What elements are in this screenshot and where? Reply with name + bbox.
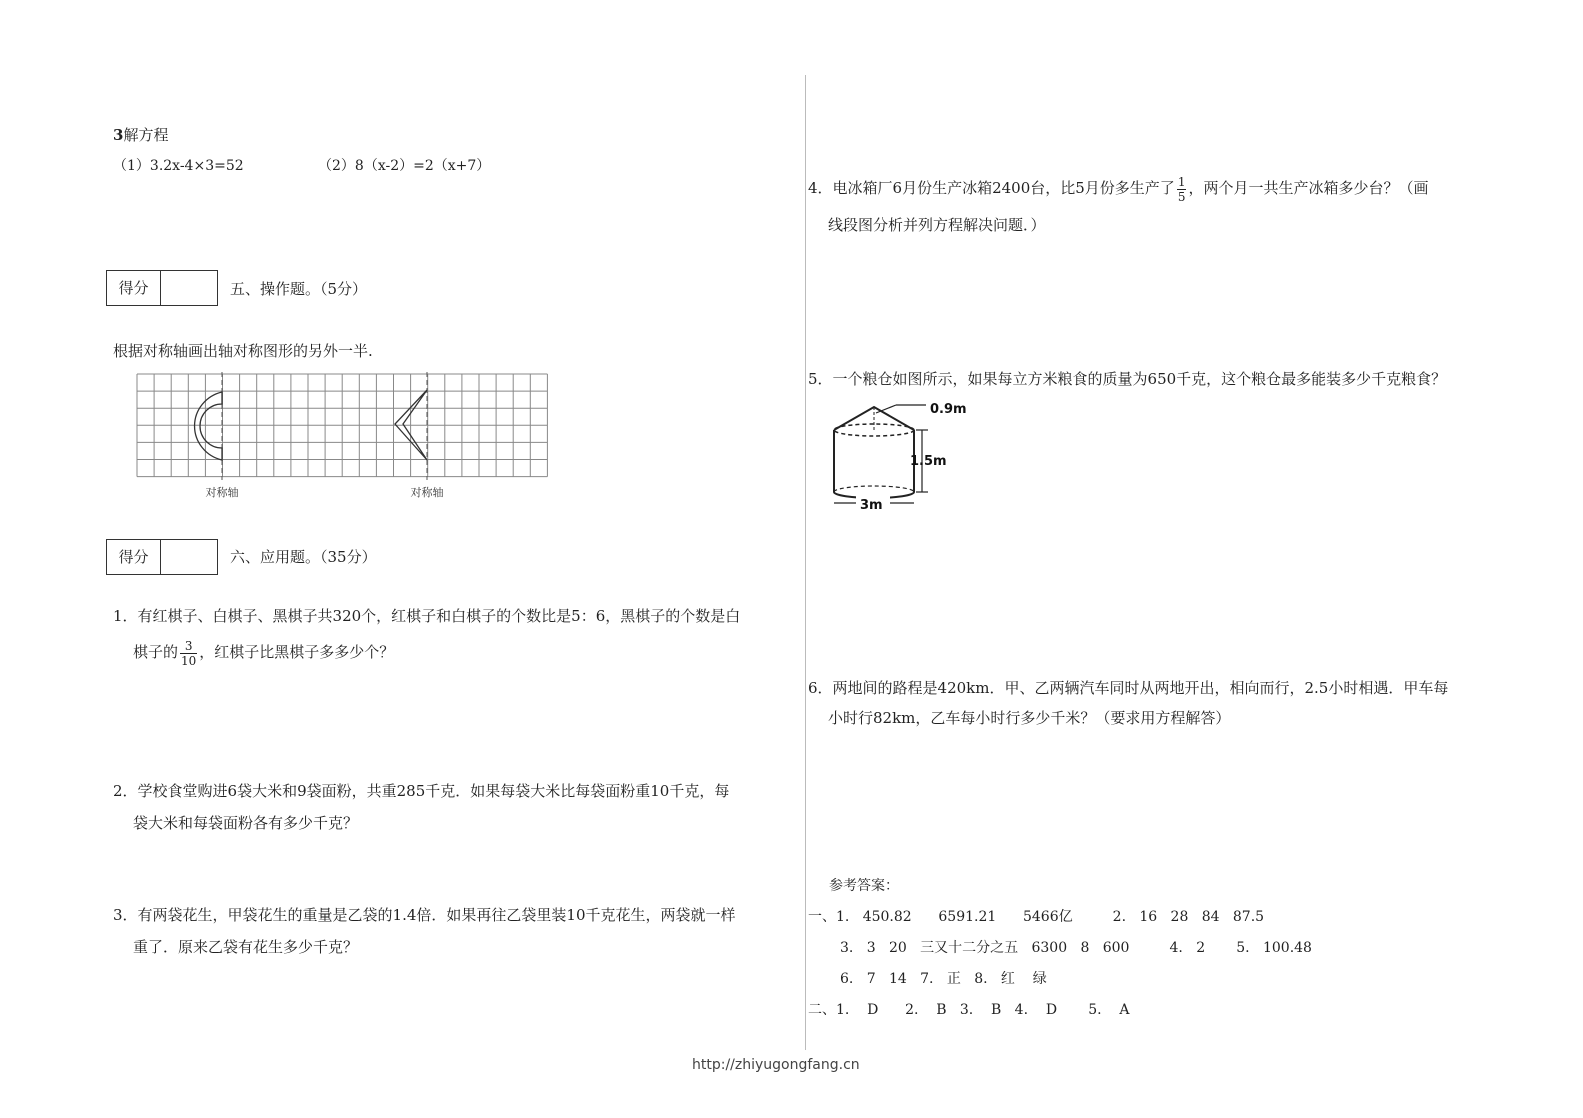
q4-line2: 线段图分析并列方程解决问题．）: [828, 216, 1046, 234]
equation-1: （1）3.2x-4×3=52: [113, 158, 244, 174]
cone-height-label: 0.9m: [930, 402, 967, 417]
diameter-label: 3m: [860, 498, 883, 513]
answers-line-2: 3. 3 20 三又十二分之五 6300 8 600 4. 2 5. 100.48: [840, 940, 1312, 956]
cylinder-height-label: 1.5m: [910, 454, 947, 469]
section3-title: 3解方程: [113, 126, 169, 144]
page-divider: [805, 75, 806, 1050]
symmetry-grid-figure: [135, 372, 555, 507]
section6-title: 六、应用题。（35分）: [230, 548, 377, 566]
grid-lines: [137, 374, 547, 477]
footer-url[interactable]: http://zhiyugongfang.cn: [692, 1057, 860, 1073]
q2-line2: 袋大米和每袋面粉各有多少千克？: [133, 814, 359, 832]
q2-line1: 2．学校食堂购进6袋大米和9袋面粉，共重285千克．如果每袋大米比每袋面粉重10千克，每: [113, 782, 730, 800]
score-box-5: [106, 270, 218, 306]
q4-line1: 4．电冰箱厂6月份生产冰箱2400台，比5月份多生产了 $\frac{1}{5}$ ，两个月一共生产冰箱多少台？（画: [808, 174, 1429, 204]
q3-line1: 3．有两袋花生，甲袋花生的重量是乙袋的1.4倍．如果再往乙袋里装10千克花生，两袋就一样: [113, 906, 736, 924]
score-label: 得分: [107, 271, 161, 305]
q6-line1: 6．两地间的路程是420km．甲、乙两辆汽车同时从两地开出，相向而行，2.5小时相遇．甲车每: [808, 679, 1449, 697]
granary-figure: [826, 395, 976, 515]
section5-title: 五、操作题。（5分）: [230, 280, 368, 298]
q6-line2: 小时行82km，乙车每小时行多少千米？（要求用方程解答）: [828, 709, 1231, 727]
q1-fraction: $\frac{3}{10}$: [181, 638, 197, 668]
axis-label-2: 对称轴: [410, 486, 444, 499]
q1-line2: 棋子的 $\frac{3}{10}$ ，红棋子比黑棋子多多少个？: [133, 638, 395, 668]
q1-line1: 1．有红棋子、白棋子、黑棋子共320个，红棋子和白棋子的个数比是5：6，黑棋子的个数是白: [113, 607, 741, 625]
section5-prompt: 根据对称轴画出轴对称图形的另外一半.: [113, 342, 373, 360]
answers-line-1: 一、1. 450.82 6591.21 5466亿 2. 16 28 84 87.5: [808, 909, 1265, 925]
answers-line-4: 二、1. D 2. B 3. B 4. D 5. A: [808, 1002, 1130, 1018]
q3-line2: 重了．原来乙袋有花生多少千克？: [133, 938, 359, 956]
q5-text: 5．一个粮仓如图所示，如果每立方米粮食的质量为650千克，这个粮仓最多能装多少千克粮食？: [808, 370, 1447, 388]
answers-line-3: 6. 7 14 7. 正 8. 红 绿: [840, 971, 1047, 987]
q4-fraction: $\frac{1}{5}$: [1177, 174, 1186, 204]
equation-2: （2）8（x-2）=2（x+7）: [318, 158, 491, 174]
score-label: 得分: [107, 540, 161, 574]
axis-label-1: 对称轴: [205, 486, 239, 499]
answers-title: 参考答案：: [829, 878, 899, 894]
score-box-6: [106, 539, 218, 575]
half-shape-1: [195, 392, 222, 460]
